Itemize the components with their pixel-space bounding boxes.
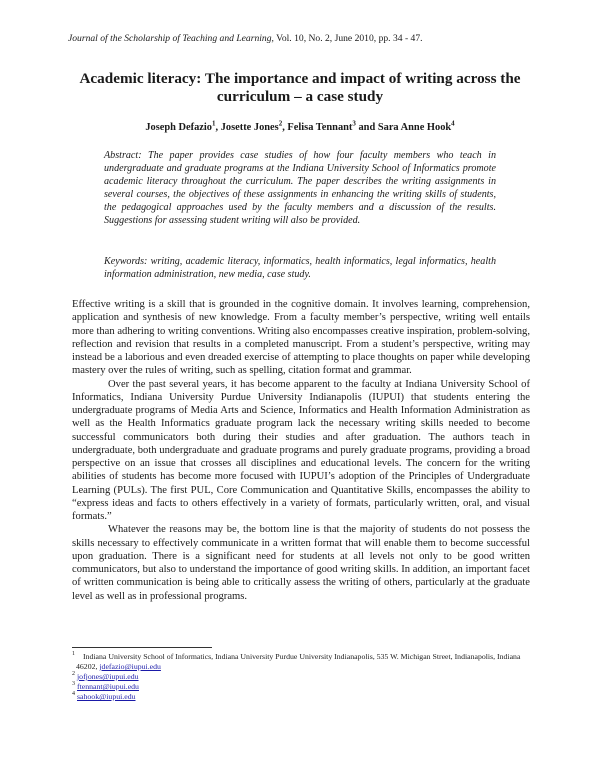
footnote — [72, 692, 530, 702]
footnote-mark: 1 — [72, 651, 75, 658]
author-footnote-mark[interactable]: 4 — [451, 119, 455, 128]
author-email-link[interactable]: jofjones@iupui.edu — [77, 672, 139, 681]
footnote-mark: 2 — [72, 671, 75, 678]
paper-title: Academic literacy: The importance and impact of writing across the curriculum – a case study — [79, 70, 521, 105]
body-paragraph: Whatever the reasons may be, the bottom line is that the majority of students do not possess the skills necessary to effectively communicate in a written format that will enable them to become successful upon graduation. There is a significant need for students at all levels not only to be good written communicators, but also to understand the importance of good writing skills. In addition, an important facet of written communication is being able to critically assess the writing of others, particularly at the graduate level as well as in professional programs. — [72, 524, 530, 602]
author-footnote-mark[interactable]: 2 — [278, 119, 283, 128]
body-paragraph: Over the past several years, it has become apparent to the faculty at Indiana University School of Informatics, Indiana University Purdue University Indianapolis (IUPUI) that students entering the undergraduate programs of Media Arts and Science, Informatics and Health Information Administration as well as the Health Informatics graduate program lack the necessary writing skills needed to become successful communicators both during their studies and after graduation. The authors teach in undergraduate, both undergraduate and graduate programs and purely graduate programs, providing a broad perspective on an issue that crosses all disciplines and educational levels. The concern for the writing abilities of students has become more focused with IUPUI’s adoption of the Principles of Undergraduate Learning (PULs). The first PUL, Core Communication and Quantitative Skills, encompasses the ability to “express ideas and facts to others effectively in a variety of formats, particularly written, oral, and visual formats.” — [72, 378, 530, 522]
footnote — [72, 652, 530, 672]
author-footnote-mark[interactable]: 1 — [212, 119, 216, 128]
abstract: Abstract: The paper provides case studies of how four faculty members who teach in undergraduate and graduate programs at the Indiana University School of Informatics promote academic literacy throughout the curriculum. The paper describes the writing assignments in several courses, the objectives of these assignments in enhancing the writing skills of students, the pedagogical approaches used by the faculty members and a discussion of the results. Suggestions for assessing student writing will also be provided. — [104, 150, 496, 226]
author-separator: and — [355, 122, 378, 133]
author-list — [60, 121, 540, 135]
footnote-text: Indiana University School of Informatics, Indiana University Purdue University Indianapolis, 535 W. Michigan Street, Indianapolis, Indiana 46202, — [76, 652, 521, 671]
author-email-link[interactable]: ftennant@iupui.edu — [77, 682, 139, 691]
author-separator: , — [282, 122, 288, 133]
body-paragraph: Effective writing is a skill that is grounded in the cognitive domain. It involves learning, comprehension, application and synthesis of new knowledge. From a faculty member’s perspective, writing well entails more than adhering to writing conventions. Writing also encompasses creative inspiration, problem-solving, reflection and revision that results in a completed manuscript. From a student’s perspective, writing may instead be a laborious and even dreaded exercise of attempting to place thoughts on paper while developing mastery over the rules of writing, such as spelling, citation format and grammar. — [72, 299, 530, 377]
footnote — [72, 682, 530, 692]
footnote — [72, 672, 530, 682]
author-footnote-mark[interactable]: 3 — [352, 119, 356, 128]
footnotes — [72, 652, 530, 702]
footnote-divider — [72, 647, 212, 648]
author-name: Joseph Defazio — [145, 122, 212, 133]
author-email-link[interactable]: sahook@iupui.edu — [77, 692, 136, 701]
author-separator: , — [215, 122, 221, 133]
author-email-link[interactable]: jdefazio@iupui.edu — [99, 662, 161, 671]
footnote-mark: 3 — [72, 681, 75, 688]
author-name: Sara Anne Hook — [377, 122, 452, 133]
body-text — [72, 298, 530, 603]
journal-issue: Vol. 10, No. 2, June 2010, pp. 34 - 47. — [273, 33, 423, 44]
journal-name: Journal of the Scholarship of Teaching and Learning, — [68, 33, 274, 44]
keywords: Keywords: writing, academic literacy, informatics, health informatics, legal informatics, health information administration, new media, case study. — [104, 256, 496, 280]
author-name: Felisa Tennant — [287, 122, 353, 133]
author-name: Josette Jones — [220, 122, 279, 133]
journal-header — [68, 33, 538, 45]
footnote-mark: 4 — [72, 691, 75, 698]
